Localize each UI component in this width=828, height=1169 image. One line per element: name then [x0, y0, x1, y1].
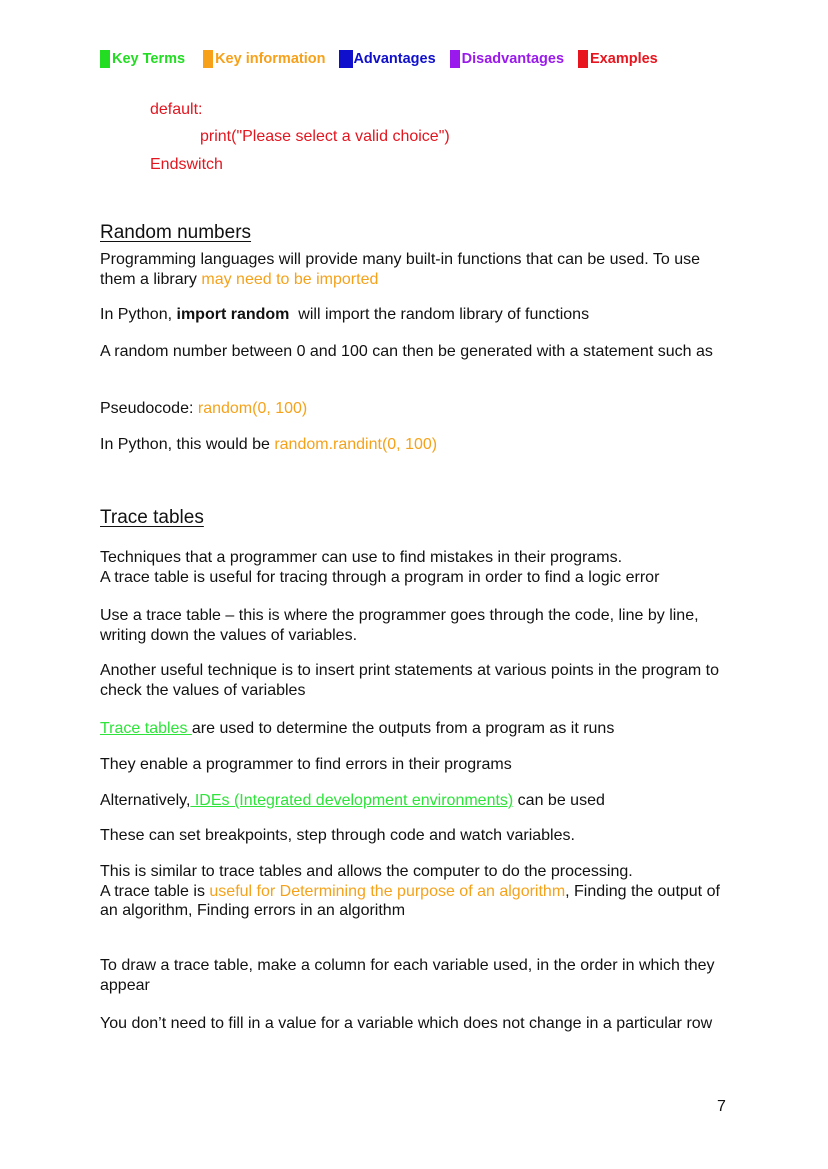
legend-examples: Examples	[578, 50, 658, 68]
paragraph-use-trace-table: Use a trace table – this is where the programmer goes through the code, line by line, writing down the values of variables.	[100, 607, 699, 644]
paragraph-ides: Alternatively, IDEs (Integrated development environments) can be used	[100, 792, 605, 809]
paragraph-builtin-functions: Programming languages will provide many built-in functions that can be used. To use them a library may need to be imported	[100, 251, 701, 288]
paragraph-no-value-needed: You don’t need to fill in a value for a variable which does not change in a particular row	[100, 1015, 713, 1032]
paragraph-trace-tables-outputs: Trace tables are used to determine the outputs from a program as it runs	[100, 720, 615, 737]
blue-swatch-icon	[339, 50, 353, 68]
green-swatch-icon	[100, 50, 110, 68]
key-term-trace-tables: Trace tables	[100, 720, 192, 737]
paragraph-similar-to-trace-tables: This is similar to trace tables and allows the computer to do the processing. A trace table is useful for Determining the purpose of an algorithm, Finding the output of an algorithm, Finding errors in an algorithm	[100, 863, 720, 919]
page-number: 7	[717, 1098, 726, 1115]
orange-swatch-icon	[203, 50, 213, 68]
code-import-random: import random	[176, 306, 290, 323]
legend-disadvantages: Disadvantages	[450, 50, 564, 68]
paragraph-pseudocode: Pseudocode: random(0, 100)	[100, 400, 308, 417]
paragraph-techniques: Techniques that a programmer can use to find mistakes in their programs. A trace table is useful for tracing through a program in order to find a logic error	[100, 549, 660, 586]
paragraph-enable-programmer: They enable a programmer to find errors in their programs	[100, 756, 512, 773]
heading-trace-tables: Trace tables	[100, 507, 204, 528]
code-line-endswitch: Endswitch	[150, 156, 223, 173]
key-info-trace-table-uses: useful for Determining the purpose of an algorithm	[209, 882, 566, 900]
paragraph-random-number: A random number between 0 and 100 can then be generated with a statement such as	[100, 343, 713, 360]
red-swatch-icon	[578, 50, 588, 68]
legend-key-information: Key information	[203, 50, 325, 68]
paragraph-draw-trace-table: To draw a trace table, make a column for each variable used, in the order in which they appear	[100, 957, 715, 994]
purple-swatch-icon	[450, 50, 460, 68]
paragraph-print-statements: Another useful technique is to insert print statements at various points in the program to check the values of variables	[100, 662, 719, 699]
paragraph-breakpoints: These can set breakpoints, step through code and watch variables.	[100, 827, 575, 844]
legend-advantages: Advantages	[339, 50, 435, 68]
color-key-legend	[100, 50, 672, 68]
code-line-print: print("Please select a valid choice")	[200, 128, 450, 145]
key-info-import: may need to be imported	[201, 270, 379, 288]
key-term-ides: IDEs (Integrated development environments)	[190, 792, 514, 809]
code-line-default: default:	[150, 101, 203, 118]
paragraph-python-randint: In Python, this would be random.randint(0, 100)	[100, 436, 438, 453]
legend-key-terms: Key Terms	[100, 50, 185, 68]
paragraph-import-random: In Python, import random will import the random library of functions	[100, 306, 590, 323]
heading-random-numbers: Random numbers	[100, 222, 252, 243]
